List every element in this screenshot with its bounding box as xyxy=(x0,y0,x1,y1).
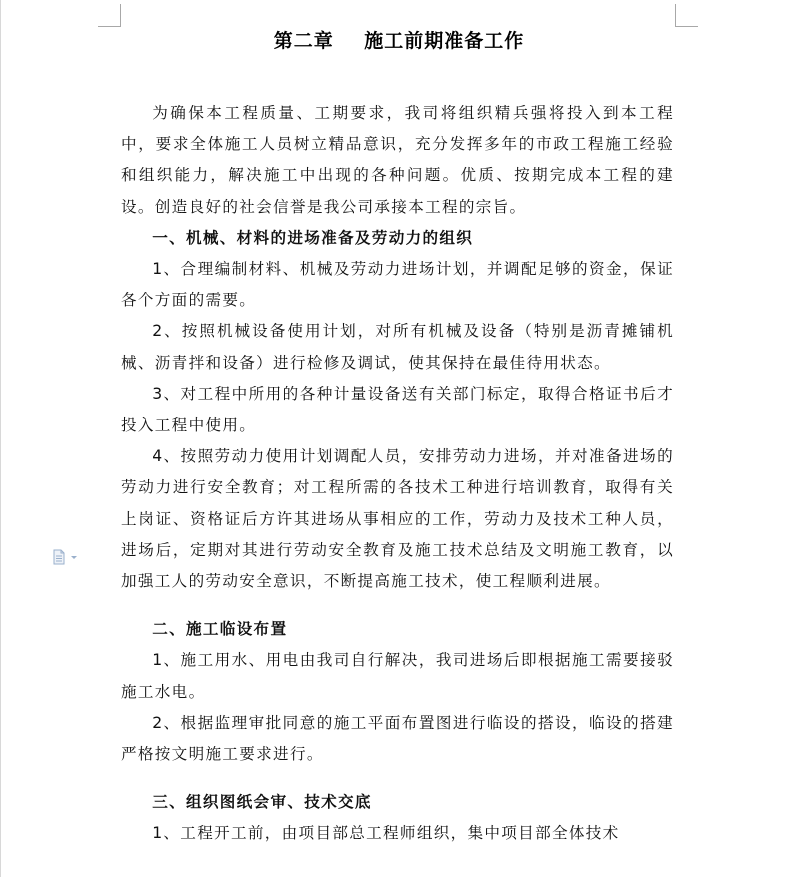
section-heading-1: 一、机械、材料的进场准备及劳动力的组织 xyxy=(152,228,474,247)
crop-mark-top-right xyxy=(675,4,698,27)
body-paragraph: 3、对工程中所用的各种计量设备送有关部门标定，取得合格证书后才投入工程中使用。 xyxy=(121,384,674,435)
section-heading-3: 三、组织图纸会审、技术交底 xyxy=(152,793,372,812)
crop-mark-top-left xyxy=(98,4,121,27)
intro-paragraph: 为确保本工程质量、工期要求，我司将组织精兵强将投入到本工程中，要求全体施工人员树立精品意识，充分发挥多年的市政工程施工经验和组织能力，解决施工中出现的各种问题。优质、按期完成本工程的建设。创造良好的社会信誉是我公司承接本工程的宗旨。 xyxy=(121,104,674,216)
body-paragraph: 1、合理编制材料、机械及劳动力进场计划，并调配足够的资金，保证各个方面的需要。 xyxy=(121,260,674,310)
section-heading-2: 二、施工临设布置 xyxy=(152,620,288,639)
document-dropdown-icon-graphic xyxy=(53,549,79,565)
document-body xyxy=(121,98,674,850)
body-paragraph: 4、按照劳动力使用计划调配人员，安排劳动力进场，并对准备进场的劳动力进行安全教育；对工程所需的各技术工种进行培训教育，取得有关上岗证、资格证后方许其进场从事相应的工作，劳动力及技术工种人员，进场后，定期对其进行劳动安全教育及施工技术总结及文明施工教育，以加强工人的劳动安全意识，不断提高施工技术，使工程顺利进展。 xyxy=(121,447,674,591)
body-paragraph: 2、根据监理审批同意的施工平面布置图进行临设的搭设，临设的搭建严格按文明施工要求进行。 xyxy=(121,713,674,764)
body-paragraph: 1、施工用水、用电由我司自行解决，我司进场后即根据施工需要接驳施工水电。 xyxy=(121,651,674,701)
body-paragraph: 1、工程开工前，由项目部总工程师组织，集中项目部全体技术 xyxy=(152,824,620,843)
body-paragraph: 2、按照机械设备使用计划，对所有机械及设备（特别是沥青摊铺机械、沥青拌和设备）进行检修及调试，使其保持在最佳待用状态。 xyxy=(121,322,674,372)
document-dropdown-icon[interactable] xyxy=(53,549,79,565)
page-left-edge xyxy=(0,0,1,877)
chapter-title: 第二章 施工前期准备工作 xyxy=(273,30,525,52)
